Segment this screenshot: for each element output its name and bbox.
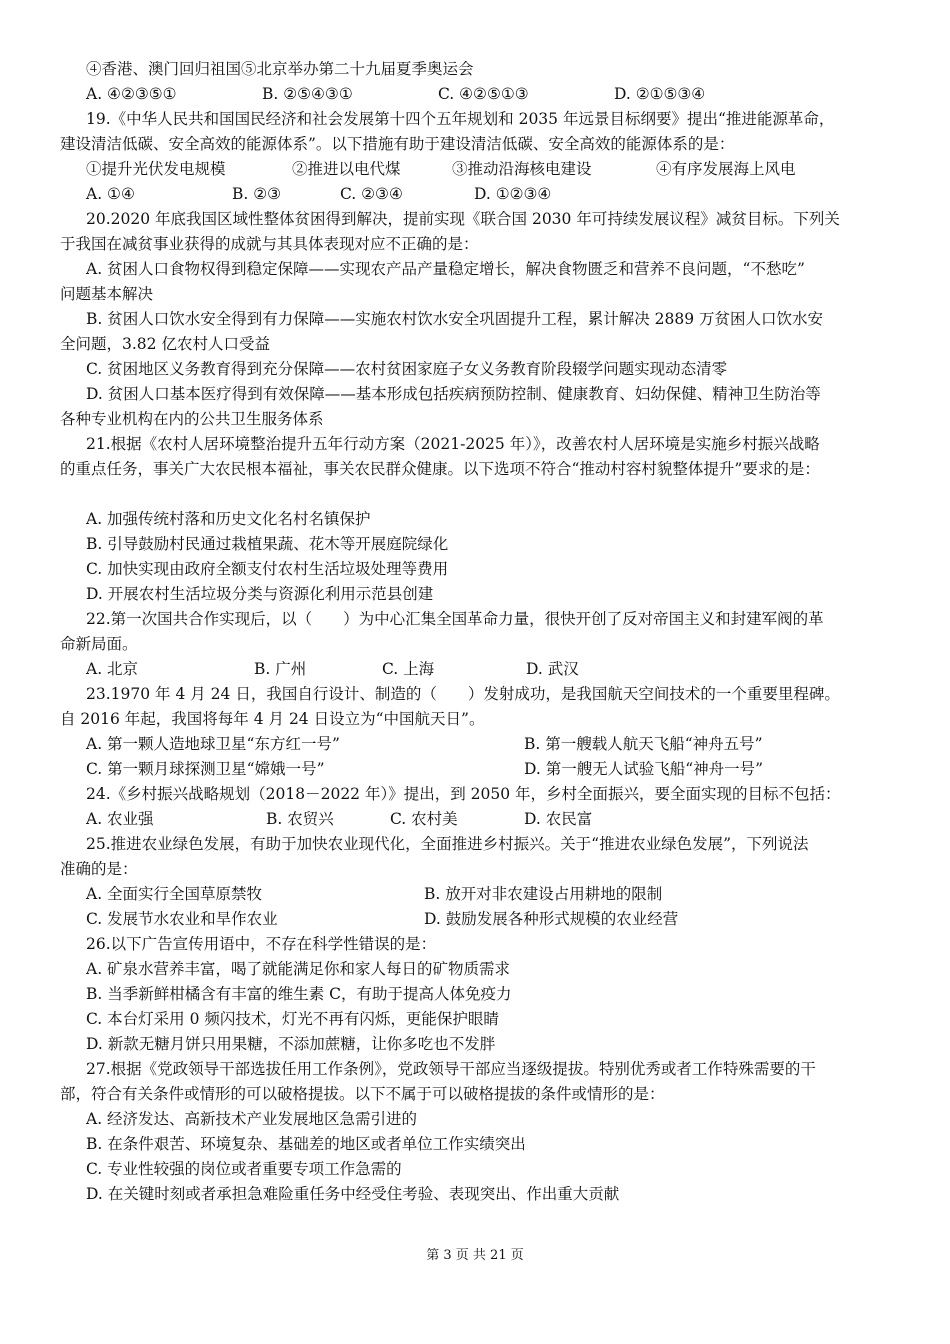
- option-row: [86, 732, 886, 756]
- text-line: ④香港、澳门回归祖国⑤北京举办第二十九届夏季奥运会: [86, 60, 474, 78]
- option-d: D. 鼓励发展各种形式规模的农业经营: [424, 910, 679, 928]
- page-footer: 第 3 页 共 21 页: [426, 1248, 524, 1263]
- option-d: D. 开展农村生活垃圾分类与资源化利用示范县创建: [86, 585, 434, 603]
- option-b: B. 在条件艰苦、环境复杂、基础差的地区或者单位工作实绩突出: [86, 1135, 526, 1153]
- statement-3: ③推动沿海核电建设: [452, 160, 592, 178]
- question-22: 22.第一次国共合作实现后，以（ ）为中心汇集全国革命力量，很快开创了反对帝国主义和封建军阀的革: [86, 610, 824, 628]
- text-line: 自 2016 年起，我国将每年 4 月 24 日设立为“中国航天日”。: [60, 710, 485, 728]
- option-b: B. 当季新鲜柑橘含有丰富的维生素 C，有助于提高人体免疫力: [86, 985, 512, 1003]
- option-a: A. 第一颗人造地球卫星“东方红一号”: [86, 735, 340, 753]
- option-c: C. 第一颗月球探测卫星“嫦娥一号”: [86, 760, 325, 778]
- option-c: C. 发展节水农业和旱作农业: [86, 910, 278, 928]
- text-line: 于我国在减贫事业获得的成就与其具体表现对应不正确的是：: [60, 235, 479, 253]
- option-a: A. ④②③⑤①: [86, 85, 177, 103]
- option-a: A. 矿泉水营养丰富，喝了就能满足你和家人每日的矿物质需求: [86, 960, 511, 978]
- text-line: 全问题，3.82 亿农村人口受益: [60, 335, 270, 353]
- text-line: 的重点任务，事关广大农民根本福祉，事关农民群众健康。以下选项不符合“推动村容村貌整体提升”要求的是：: [60, 460, 820, 478]
- option-c: C. 本台灯采用 0 频闪技术，灯光不再有闪烁，更能保护眼睛: [86, 1010, 499, 1028]
- text-line: 建设清洁低碳、安全高效的能源体系”。以下措施有助于建设清洁低碳、安全高效的能源体系的是：: [60, 135, 735, 153]
- option-a: A. 贫困人口食物权得到稳定保障——实现农产品产量稳定增长，解决食物匮乏和营养不良问题，“不愁吃”: [86, 260, 805, 278]
- option-d: D. ①②③④: [474, 185, 552, 203]
- option-d: D. 贫困人口基本医疗得到有效保障——基本形成包括疾病预防控制、健康教育、妇幼保健、精神卫生防治等: [86, 385, 821, 403]
- option-d: D. 第一艘无人试验飞船“神舟一号”: [524, 760, 764, 778]
- text-line: 各种专业机构在内的公共卫生服务体系: [60, 410, 324, 428]
- option-b: B. 放开对非农建设占用耕地的限制: [424, 885, 663, 903]
- option-a: A. 北京: [86, 660, 139, 678]
- question-19: 19.《中华人民共和国国民经济和社会发展第十四个五年规划和 2035 年远景目标纲要》提出“推进能源革命，: [86, 110, 835, 128]
- option-c: C. ④②⑤①③: [438, 85, 529, 103]
- option-b: B. 引导鼓励村民通过栽植果蔬、花木等开展庭院绿化: [86, 535, 449, 553]
- option-c: C. ②③④: [340, 185, 403, 203]
- text-line: 问题基本解决: [60, 285, 154, 303]
- option-b: B. 第一艘载人航天飞船“神舟五号”: [524, 735, 763, 753]
- text-line: 部，符合有关条件或情形的可以破格提拔。以下不属于可以破格提拔的条件或情形的是：: [60, 1085, 665, 1103]
- option-b: B. ②③: [232, 185, 282, 203]
- text-line: 准确的是：: [60, 860, 138, 878]
- statement-4: ④有序发展海上风电: [656, 160, 796, 178]
- option-row: [86, 907, 886, 931]
- option-b: B. 广州: [254, 660, 307, 678]
- option-b: B. 农贸兴: [266, 810, 334, 828]
- option-row: [86, 657, 886, 681]
- option-row: [86, 82, 886, 106]
- option-c: C. 加快实现由政府全额支付农村生活垃圾处理等费用: [86, 560, 449, 578]
- option-d: D. 武汉: [526, 660, 579, 678]
- statement-2: ②推进以电代煤: [292, 160, 401, 178]
- question-25: 25.推进农业绿色发展，有助于加快农业现代化，全面推进乡村振兴。关于“推进农业绿色发展”，下列说法: [86, 835, 809, 853]
- question-20: 20.2020 年底我国区域性整体贫困得到解决，提前实现《联合国 2030 年可持续发展议程》减贫目标。下列关: [86, 210, 840, 228]
- option-c: C. 贫困地区义务教育得到充分保障——农村贫困家庭子女义务教育阶段辍学问题实现动态清零: [86, 360, 728, 378]
- option-row: [86, 757, 886, 781]
- option-c: C. 农村美: [390, 810, 458, 828]
- option-d: D. 新款无糖月饼只用果糖，不添加蔗糖，让你多吃也不发胖: [86, 1035, 496, 1053]
- option-c: C. 专业性较强的岗位或者重要专项工作急需的: [86, 1160, 402, 1178]
- option-a: A. 经济发达、高新技术产业发展地区急需引进的: [86, 1110, 418, 1128]
- option-row: [86, 182, 886, 206]
- option-c: C. 上海: [382, 660, 435, 678]
- option-a: A. 全面实行全国草原禁牧: [86, 885, 263, 903]
- question-24: 24.《乡村振兴战略规划（2018－2022 年）》提出，到 2050 年，乡村全面振兴，要全面实现的目标不包括：: [86, 785, 841, 803]
- question-26: 26.以下广告宣传用语中，不存在科学性错误的是：: [86, 935, 437, 953]
- option-d: D. 农民富: [524, 810, 593, 828]
- question-21: 21.根据《农村人居环境整治提升五年行动方案（2021-2025 年）》，改善农村人居环境是实施乡村振兴战略: [86, 435, 820, 453]
- option-b: B. 贫困人口饮水安全得到有力保障——实施农村饮水安全巩固提升工程，累计解决 2889 万贫困人口饮水安: [86, 310, 824, 328]
- text-line: 命新局面。: [60, 635, 138, 653]
- option-a: A. 农业强: [86, 810, 154, 828]
- option-row: [86, 807, 886, 831]
- statement-row: [86, 157, 886, 181]
- question-23: 23.1970 年 4 月 24 日，我国自行设计、制造的（ ）发射成功，是我国航天空间技术的一个重要里程碑。: [86, 685, 840, 703]
- option-row: [86, 882, 886, 906]
- option-d: D. ②①⑤③④: [614, 85, 706, 103]
- option-b: B. ②⑤④③①: [262, 85, 353, 103]
- option-a: A. ①④: [86, 185, 135, 203]
- question-27: 27.根据《党政领导干部选拔任用工作条例》，党政领导干部应当逐级提拔。特别优秀或者工作特殊需要的干: [86, 1060, 816, 1078]
- statement-1: ①提升光伏发电规模: [86, 160, 226, 178]
- option-a: A. 加强传统村落和历史文化名村名镇保护: [86, 510, 371, 528]
- option-d: D. 在关键时刻或者承担急难险重任务中经受住考验、表现突出、作出重大贡献: [86, 1185, 620, 1203]
